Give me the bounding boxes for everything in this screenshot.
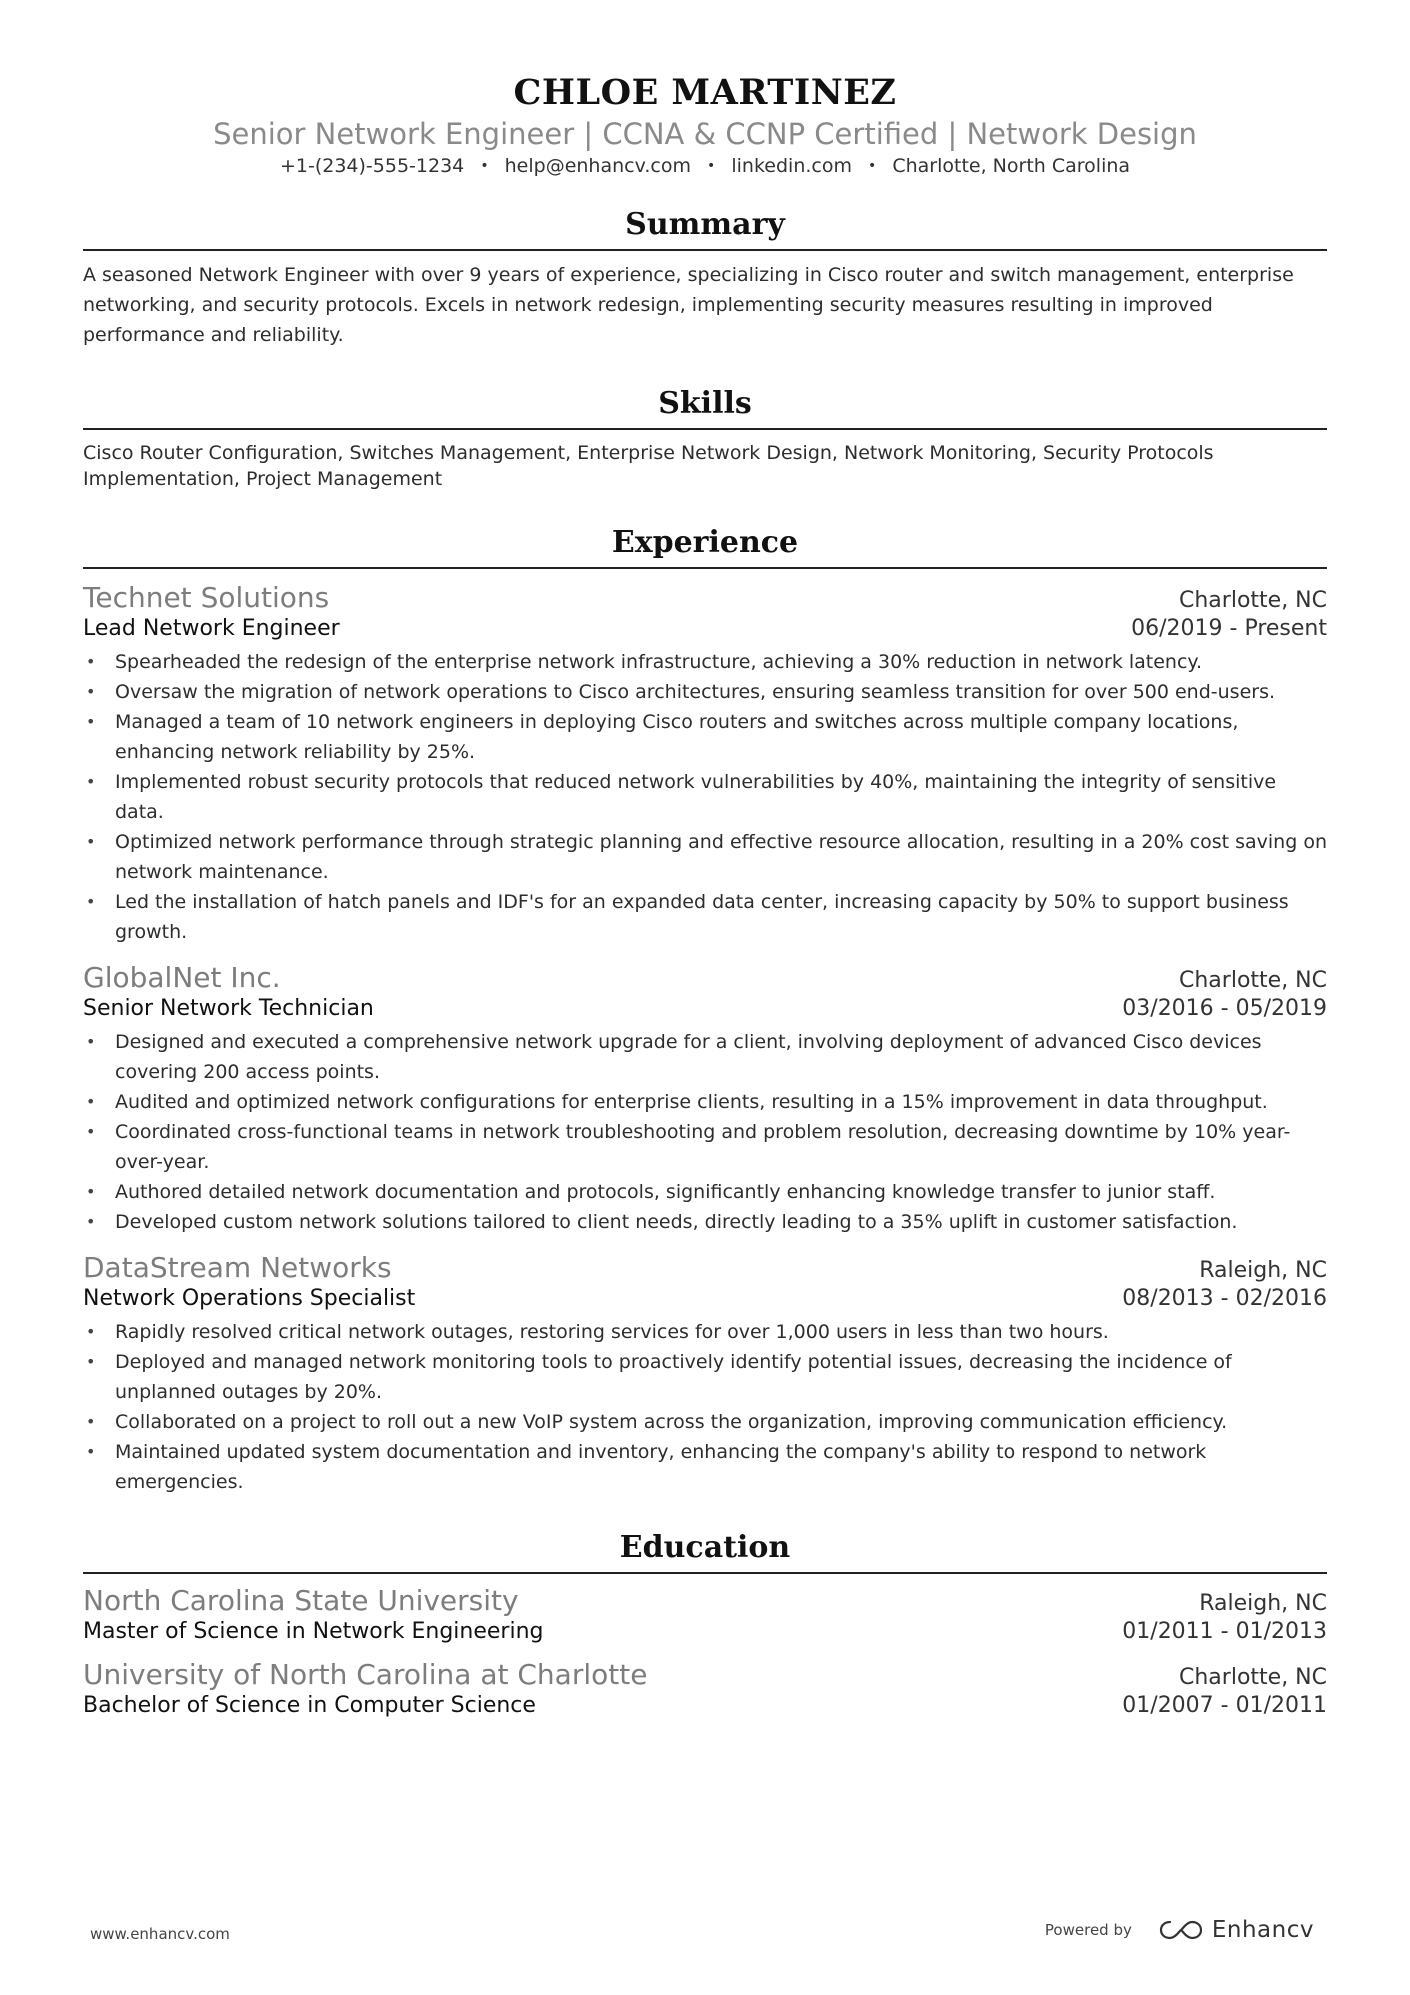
- enhancv-logo-icon: [1158, 1918, 1204, 1942]
- powered-by-label: Powered by: [1044, 1921, 1132, 1939]
- list-item: • Audited and optimized network configurations for enterprise clients, resulting in a 15% improvement in data throughput.: [83, 1087, 1327, 1117]
- job-location: Charlotte, NC: [1179, 968, 1327, 993]
- degree: Bachelor of Science in Computer Science: [83, 1693, 536, 1718]
- list-item: • Optimized network performance through strategic planning and effective resource allocation, resulting in a 20% cost saving on network maintenance.: [83, 827, 1327, 887]
- section-title-experience: Experience: [83, 525, 1327, 569]
- phone[interactable]: +1-(234)-555-1234: [279, 155, 465, 177]
- linkedin-link[interactable]: linkedin.com: [731, 155, 852, 177]
- list-item: • Spearheaded the redesign of the enterprise network infrastructure, achieving a 30% reduction in network latency.: [83, 647, 1327, 677]
- website-link[interactable]: www.enhancv.com: [90, 1925, 230, 1943]
- skills-section: [83, 386, 1327, 492]
- contact-line: [83, 155, 1327, 177]
- brand-logo[interactable]: [1158, 1917, 1314, 1943]
- job-dates: 08/2013 - 02/2016: [1122, 1286, 1327, 1311]
- list-item: • Collaborated on a project to roll out a new VoIP system across the organization, improving communication efficiency.: [83, 1407, 1327, 1437]
- company-name: GlobalNet Inc.: [83, 961, 281, 994]
- candidate-name: CHLOE MARTINEZ: [513, 72, 897, 113]
- company-name: Technet Solutions: [83, 581, 330, 614]
- summary-text: A seasoned Network Engineer with over 9 years of experience, specializing in Cisco router and switch management, enterprise networking, and security protocols. Excels in network redesign, implementing security measures resulting in improved performance and reliability.: [83, 264, 1294, 346]
- job-bullets: [83, 1027, 1327, 1237]
- job-bullets: [83, 1317, 1327, 1497]
- list-item: • Led the installation of hatch panels and IDF's for an expanded data center, increasing capacity by 50% to support business growth.: [83, 887, 1327, 947]
- separator: •: [707, 158, 716, 174]
- school-location: Raleigh, NC: [1199, 1591, 1327, 1616]
- headline: Senior Network Engineer | CCNA & CCNP Certified | Network Design: [213, 117, 1197, 151]
- job-dates: 06/2019 - Present: [1131, 616, 1327, 641]
- list-item: • Managed a team of 10 network engineers in deploying Cisco routers and switches across multiple company locations, enhancing network reliability by 25%.: [83, 707, 1327, 767]
- section-title-summary: Summary: [83, 207, 1327, 251]
- job-title: Senior Network Technician: [83, 996, 374, 1021]
- list-item: • Oversaw the migration of network operations to Cisco architectures, ensuring seamless transition for over 500 end-users.: [83, 677, 1327, 707]
- education-dates: 01/2007 - 01/2011: [1122, 1693, 1327, 1718]
- powered-by: [1045, 1917, 1314, 1943]
- experience-entry: [83, 581, 1327, 947]
- page-footer: [0, 1915, 1410, 1955]
- job-title: Network Operations Specialist: [83, 1286, 416, 1311]
- list-item: • Implemented robust security protocols that reduced network vulnerabilities by 40%, maintaining the integrity of sensitive data.: [83, 767, 1327, 827]
- list-item: • Rapidly resolved critical network outages, restoring services for over 1,000 users in less than two hours.: [83, 1317, 1327, 1347]
- list-item: • Coordinated cross-functional teams in network troubleshooting and problem resolution, decreasing downtime by 10% year-over-year.: [83, 1117, 1327, 1177]
- school-name: North Carolina State University: [83, 1584, 519, 1617]
- list-item: • Deployed and managed network monitoring tools to proactively identify potential issues, decreasing the incidence of unplanned outages by 20%.: [83, 1347, 1327, 1407]
- education-section: [83, 1530, 1327, 1718]
- separator: •: [868, 158, 877, 174]
- company-name: DataStream Networks: [83, 1251, 392, 1284]
- brand-name: Enhancv: [1211, 1917, 1314, 1943]
- list-item: • Designed and executed a comprehensive network upgrade for a client, involving deployment of advanced Cisco devices covering 200 access points.: [83, 1027, 1327, 1087]
- job-bullets: [83, 647, 1327, 947]
- list-item: • Developed custom network solutions tailored to client needs, directly leading to a 35% uplift in customer satisfaction.: [83, 1207, 1327, 1237]
- email-link[interactable]: help@enhancv.com: [504, 155, 691, 177]
- job-dates: 03/2016 - 05/2019: [1122, 996, 1327, 1021]
- experience-entry: [83, 961, 1327, 1237]
- location: Charlotte, North Carolina: [892, 155, 1131, 177]
- school-location: Charlotte, NC: [1179, 1665, 1327, 1690]
- school-name: University of North Carolina at Charlotte: [83, 1658, 648, 1691]
- degree: Master of Science in Network Engineering: [83, 1619, 544, 1644]
- section-title-skills: Skills: [83, 386, 1327, 430]
- separator: •: [480, 158, 489, 174]
- skills-text: Cisco Router Configuration, Switches Management, Enterprise Network Design, Network Monitoring, Security Protocols Implementation, Project Management: [83, 442, 1214, 490]
- list-item: • Maintained updated system documentation and inventory, enhancing the company's ability to respond to network emergencies.: [83, 1437, 1327, 1497]
- section-title-education: Education: [83, 1530, 1327, 1574]
- job-title: Lead Network Engineer: [83, 616, 340, 641]
- experience-entry: [83, 1251, 1327, 1497]
- job-location: Charlotte, NC: [1179, 588, 1327, 613]
- list-item: • Authored detailed network documentation and protocols, significantly enhancing knowledge transfer to junior staff.: [83, 1177, 1327, 1207]
- summary-section: [83, 207, 1327, 350]
- education-entry: [83, 1658, 1327, 1718]
- education-entry: [83, 1584, 1327, 1644]
- experience-section: [83, 525, 1327, 1497]
- job-location: Raleigh, NC: [1199, 1258, 1327, 1283]
- education-dates: 01/2011 - 01/2013: [1122, 1619, 1327, 1644]
